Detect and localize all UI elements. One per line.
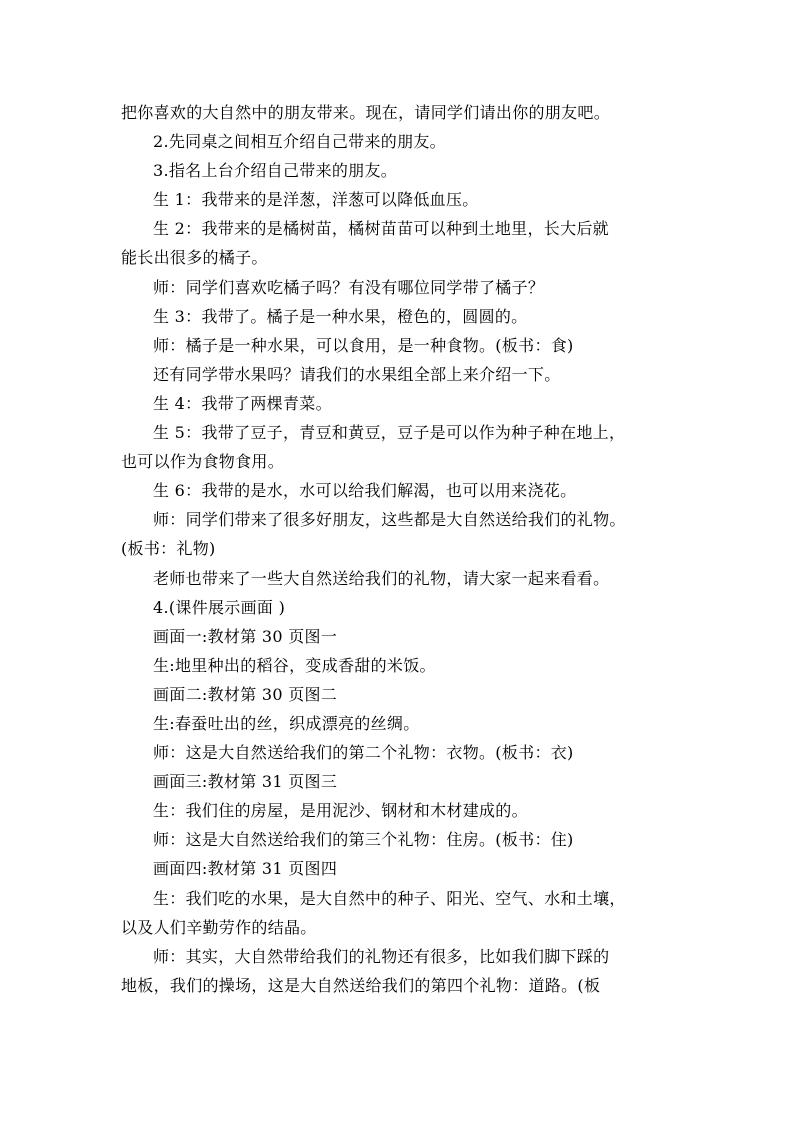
text-line: 生:春蚕吐出的丝，织成漂亮的丝绸。 [153, 713, 420, 733]
text-line: 老师也带来了一些大自然送给我们的礼物，请大家一起来看看。 [153, 568, 610, 588]
text-line: 还有同学带水果吗？请我们的水果组全部上来介绍一下。 [153, 364, 561, 384]
text-line: 师：这是大自然送给我们的第二个礼物：衣物。(板书：衣) [153, 743, 574, 763]
text-line: 画面三:教材第 31 页图三 [153, 772, 338, 792]
text-line: 把你喜欢的大自然中的朋友带来。现在，请同学们请出你的朋友吧。 [121, 103, 611, 122]
text-line: 3.指名上台介绍自己带来的朋友。 [153, 161, 398, 181]
text-line: 生：我们吃的水果，是大自然中的种子、阳光、空气、水和土壤， [153, 888, 626, 908]
text-line: 画面二:教材第 30 页图二 [153, 684, 338, 704]
text-line: 师：其实，大自然带给我们的礼物还有很多，比如我们脚下踩的 [153, 946, 610, 966]
text-line: 生 6：我带的是水，水可以给我们解渴，也可以用来浇花。 [153, 481, 577, 501]
lesson-text [121, 98, 681, 1000]
text-line: 也可以作为食物食用。 [121, 452, 285, 472]
text-line: 生 2：我带来的是橘树苗，橘树苗苗可以种到土地里，长大后就 [153, 219, 609, 239]
text-line: 生 5：我带了豆子，青豆和黄豆，豆子是可以作为种子种在地上， [153, 423, 626, 443]
text-line: 师：同学们喜欢吃橘子吗？有没有哪位同学带了橘子？ [153, 277, 545, 297]
text-line: 画面四:教材第 31 页图四 [153, 859, 338, 879]
text-line: 师：橘子是一种水果，可以食用，是一种食物。(板书：食) [153, 335, 574, 355]
text-line: 生 4：我带了两棵青菜。 [153, 393, 332, 413]
text-line: 生 3：我带了。橘子是一种水果，橙色的，圆圆的。 [153, 306, 528, 326]
text-line: (板书：礼物) [121, 539, 216, 559]
text-line: 生:地里种出的稻谷，变成香甜的米饭。 [153, 655, 436, 675]
text-line: 师：同学们带来了很多好朋友，这些都是大自然送给我们的礼物。 [153, 510, 626, 530]
text-line: 地板，我们的操场，这是大自然送给我们的第四个礼物：道路。(板 [121, 975, 601, 995]
text-line: 能长出很多的橘子。 [121, 248, 268, 268]
text-line: 画面一:教材第 30 页图一 [153, 626, 338, 646]
text-line: 生 1：我带来的是洋葱，洋葱可以降低血压。 [153, 190, 479, 210]
text-line: 以及人们辛勤劳作的结晶。 [121, 917, 317, 937]
text-line: 生：我们住的房屋，是用泥沙、钢材和木材建成的。 [153, 801, 528, 821]
text-line: 2.先同桌之间相互介绍自己带来的朋友。 [153, 132, 446, 152]
text-line: 师：这是大自然送给我们的第三个礼物：住房。(板书：住) [153, 830, 574, 850]
text-line: 4.(课件展示画面 ) [153, 597, 286, 617]
